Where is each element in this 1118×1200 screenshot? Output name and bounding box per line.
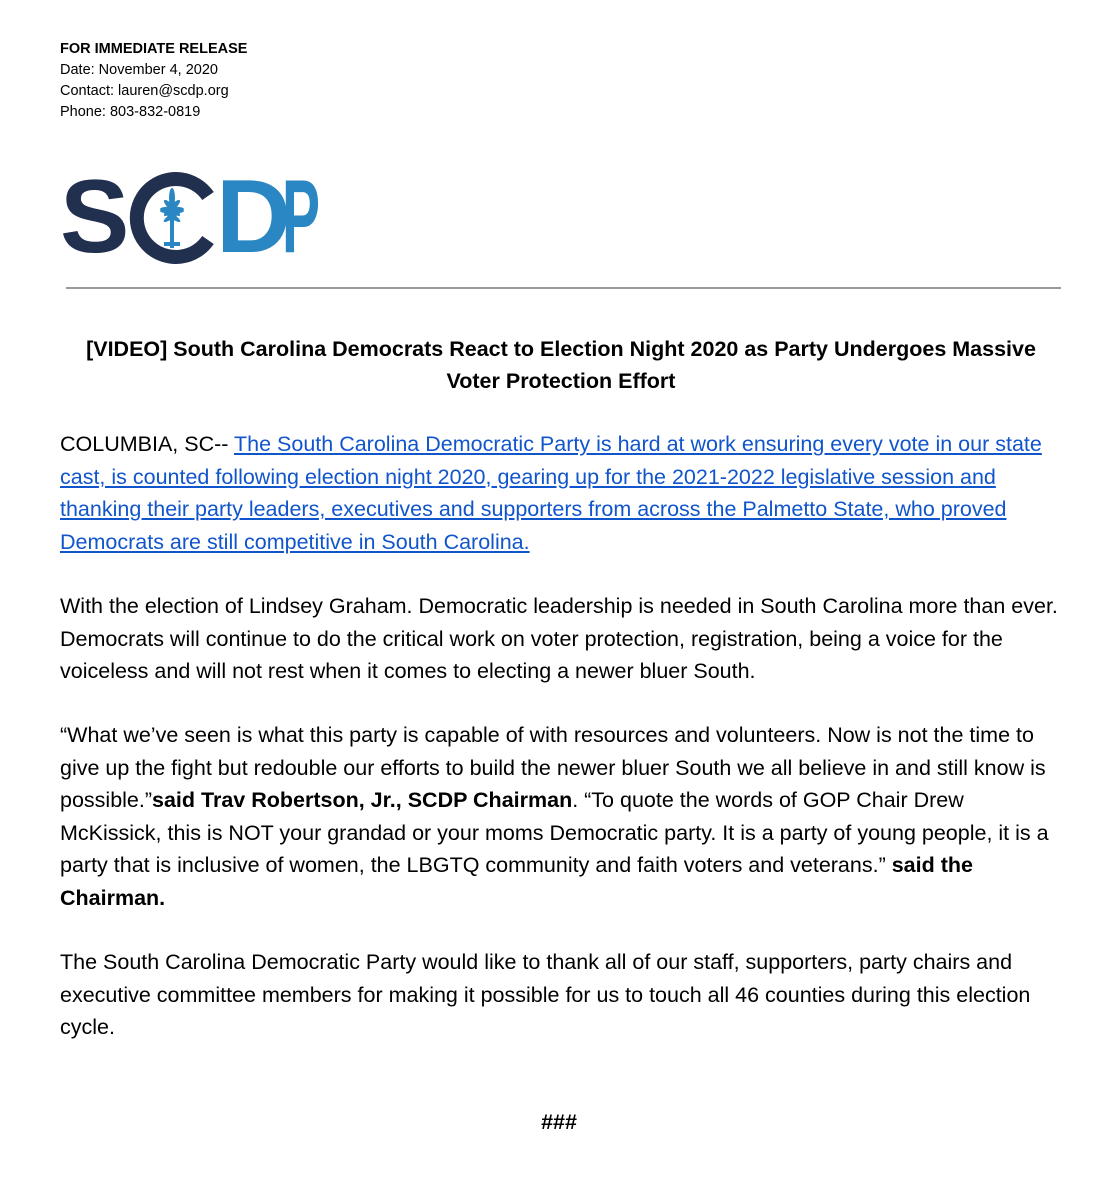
page-title: [VIDEO] South Carolina Democrats React to Election Night 2020 as Party Undergoes Massive Voter Protection Effort [86,337,1036,393]
logo-letter-d: D [216,159,292,275]
quote-part-1: “What we’ve seen is what this party is capable of with resources and volunteers. Now is not the time to give up the fight but redouble our efforts to build the newer bluer South we all believe in and still know is possible.” [60,723,1046,812]
quote-part-2: . “To quote the words of GOP Chair Drew McKissick, this is NOT your grandad or your moms Democratic party. It is a party of young people, it is a party that is inclusive of women, the LBGTQ community and faith voters and veterans.” [60,788,1049,877]
intro-link[interactable]: The South Carolina Democratic Party is hard at work ensuring every vote in our state cast, is counted following election night 2020, gearing up for the 2021-2022 legislative session and thanking their party leaders, executives and supporters from across the Palmetto State, who proved Democrats are still competitive in South Carolina. [60,432,1042,554]
scdp-logo [60,159,320,275]
paragraph-thanks: The South Carolina Democratic Party would like to thank all of our staff, supporters, party chairs and executive committee members for making it possible for us to touch all 46 counties during this election cycle. [60,950,1031,1039]
dateline: COLUMBIA, SC-- [60,432,235,456]
release-header [60,39,247,123]
paragraph-quote [60,719,1070,914]
release-date: Date: November 4, 2020 [60,62,218,78]
logo-letter-s: S [60,159,130,275]
release-label: FOR IMMEDIATE RELEASE [60,41,248,57]
paragraph-leadership: With the election of Lindsey Graham. Democratic leadership is needed in South Carolina more than ever. Democrats will continue to do the critical work on voter protection, registration, being a voice for the voiceless and will not rest when it comes to electing a newer bluer South. [60,594,1058,683]
attribution-said-chairman: said the Chairman. [60,853,973,910]
paragraph-intro [60,428,1070,558]
release-phone: Phone: 803-832-0819 [60,104,201,120]
logo-letter-p: P [282,159,320,275]
end-mark: ### [541,1110,577,1134]
header-divider [66,287,1061,289]
palmetto-icon [160,188,184,248]
release-contact: Contact: lauren@scdp.org [60,83,229,99]
attribution-chairman: said Trav Robertson, Jr., SCDP Chairman [152,788,573,812]
